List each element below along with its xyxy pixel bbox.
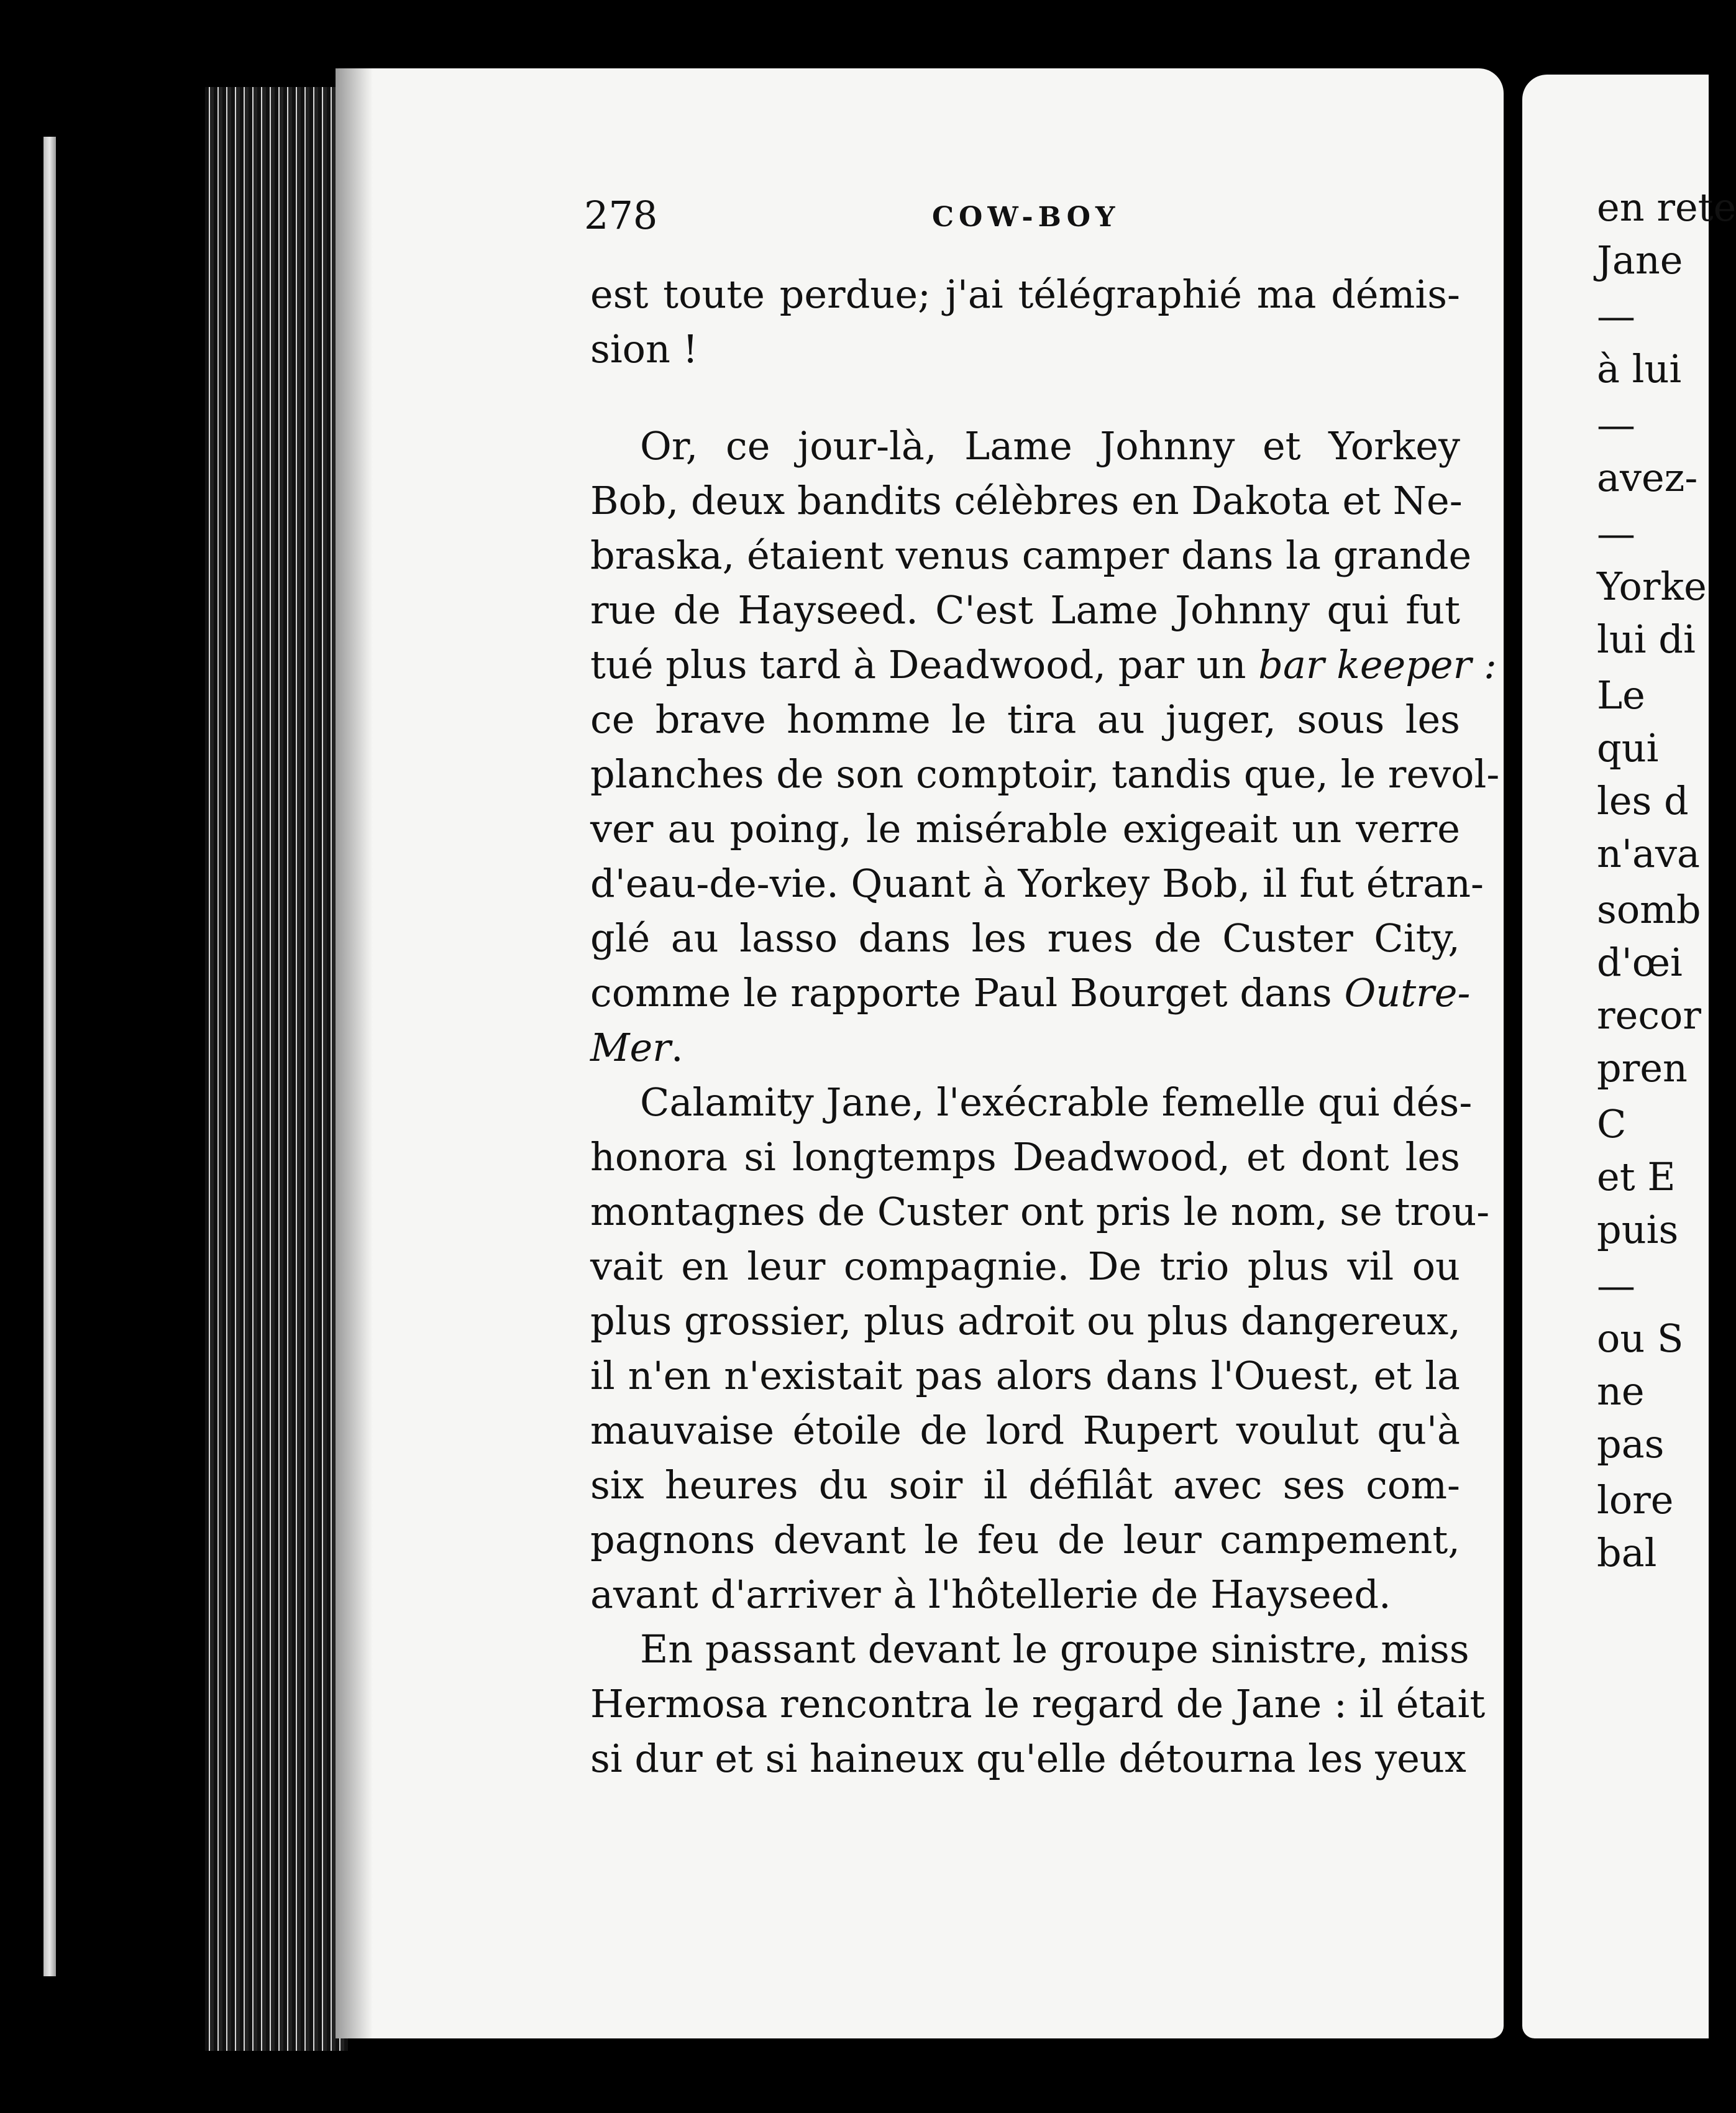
text-line-content: glé au lasso dans les rues de Custer City, [590, 915, 1460, 961]
text-line-content: est toute perdue; j'ai télégraphié ma démis- [590, 272, 1460, 317]
text-line-content: braska, étaient venus camper dans la grande [590, 533, 1472, 578]
right-page-line: ou S [1597, 1316, 1684, 1361]
page-block-edges [205, 87, 348, 2051]
text-line-content: Or, ce jour-là, Lame Johnny et Yorkey [640, 423, 1460, 469]
right-page-fragment [1522, 75, 1736, 2038]
right-page-line: n'ava [1597, 831, 1700, 876]
text-line [590, 1239, 1460, 1294]
right-page-line: pas [1597, 1421, 1665, 1467]
text-line [590, 638, 1497, 692]
text-line [590, 528, 1472, 583]
right-page-line: ne [1597, 1368, 1645, 1414]
text-line [590, 747, 1500, 802]
text-line-content: Hermosa rencontra le regard de Jane : il était [590, 1681, 1486, 1726]
running-head [584, 193, 1454, 249]
text-line-content: vait en leur compagnie. De trio plus vil ou [590, 1244, 1460, 1289]
text-line-content: plus grossier, plus adroit ou plus dangereux, [590, 1298, 1461, 1344]
text-line [590, 692, 1460, 747]
text-line-content: d'eau-de-vie. Quant à Yorkey Bob, il fut étran- [590, 861, 1484, 906]
text-line-content: En passant devant le groupe sinistre, miss [640, 1626, 1469, 1672]
right-page-line: — [1597, 402, 1635, 447]
right-page-line: — [1597, 511, 1635, 556]
text-line [590, 583, 1460, 638]
text-line [590, 1020, 1460, 1075]
right-page-line: qui [1597, 725, 1659, 771]
right-page-line: Le [1597, 672, 1645, 718]
book-spine-edge [43, 137, 56, 1976]
body-text [590, 267, 1500, 1786]
right-page-line: pren [1597, 1045, 1688, 1091]
text-line [590, 1567, 1460, 1622]
text-line [590, 911, 1460, 966]
text-line [590, 1349, 1460, 1403]
right-page-line: lui di [1597, 616, 1696, 662]
right-page-line: et E [1597, 1154, 1676, 1199]
right-page-line: bal [1597, 1530, 1657, 1575]
text-line [590, 1513, 1460, 1567]
paragraph-gap [590, 377, 1460, 419]
text-line-content: pagnons devant le feu de leur campement, [590, 1517, 1460, 1562]
text-line [590, 419, 1460, 474]
right-page-line: en rete [1597, 185, 1736, 230]
right-page-line: recor [1597, 992, 1702, 1038]
text-line [590, 267, 1460, 322]
right-page-line: Jane [1597, 237, 1683, 283]
text-line [590, 966, 1471, 1020]
text-line-content: il n'en n'existait pas alors dans l'Ouest, et la [590, 1353, 1460, 1398]
text-line-content: ver au poing, le misérable exigeait un verre [590, 806, 1460, 851]
text-line [590, 1622, 1469, 1677]
text-line [590, 474, 1463, 528]
text-line-content: sion ! [590, 326, 698, 372]
text-line-content: planches de son comptoir, tandis que, le revol- [590, 751, 1500, 797]
right-page-line: à lui [1597, 346, 1682, 392]
text-line [590, 1677, 1486, 1731]
text-line-content: honora si longtemps Deadwood, et dont les [590, 1134, 1460, 1180]
right-page-line: puis [1597, 1207, 1679, 1252]
text-line-content: mauvaise étoile de lord Rupert voulut qu'à [590, 1408, 1460, 1453]
right-page-line: avez- [1597, 455, 1698, 500]
text-line [590, 1294, 1460, 1349]
text-line [590, 1075, 1473, 1130]
text-line-content: comme le rapporte Paul Bourget dans [590, 970, 1332, 1015]
text-line [590, 802, 1460, 856]
text-line [590, 1185, 1490, 1239]
text-line [590, 322, 1460, 377]
text-line-content: montagnes de Custer ont pris le nom, se trou- [590, 1189, 1490, 1234]
right-page-line: les d [1597, 778, 1689, 823]
text-line-content: tué plus tard à Deadwood, par un [590, 642, 1246, 687]
text-line-content: Calamity Jane, l'exécrable femelle qui dés- [640, 1079, 1473, 1125]
text-line-content: Bob, deux bandits célèbres en Dakota et Ne- [590, 478, 1463, 523]
text-line [590, 1130, 1460, 1185]
text-line [590, 1731, 1466, 1786]
line-suffix: . [670, 1025, 683, 1070]
italic-phrase: Outre- [1344, 970, 1471, 1015]
gutter-shadow [336, 68, 373, 2038]
right-page-line: — [1597, 1263, 1635, 1308]
text-line-content: avant d'arriver à l'hôtellerie de Hayseed. [590, 1572, 1391, 1617]
right-page-line: Yorke [1597, 564, 1707, 609]
page-number: 278 [584, 193, 658, 238]
right-page-line: C [1597, 1101, 1627, 1147]
text-line-content: ce brave homme le tira au juger, sous les [590, 697, 1460, 742]
text-line [590, 1403, 1460, 1458]
right-page-line: — [1597, 293, 1635, 339]
right-page-line: somb [1597, 887, 1701, 932]
right-page-line: d'œi [1597, 940, 1683, 985]
text-line [590, 1458, 1460, 1513]
right-page-line: lore [1597, 1477, 1674, 1523]
text-line-content: si dur et si haineux qu'elle détourna les yeux [590, 1736, 1466, 1781]
text-line-content: rue de Hayseed. C'est Lame Johnny qui fut [590, 587, 1460, 633]
text-line-content: six heures du soir il défilât avec ses com- [590, 1462, 1460, 1508]
text-line [590, 856, 1484, 911]
running-head-title: COW-BOY [932, 201, 1120, 233]
italic-phrase: bar keeper : [1258, 642, 1497, 687]
italic-phrase: Mer [590, 1025, 671, 1070]
